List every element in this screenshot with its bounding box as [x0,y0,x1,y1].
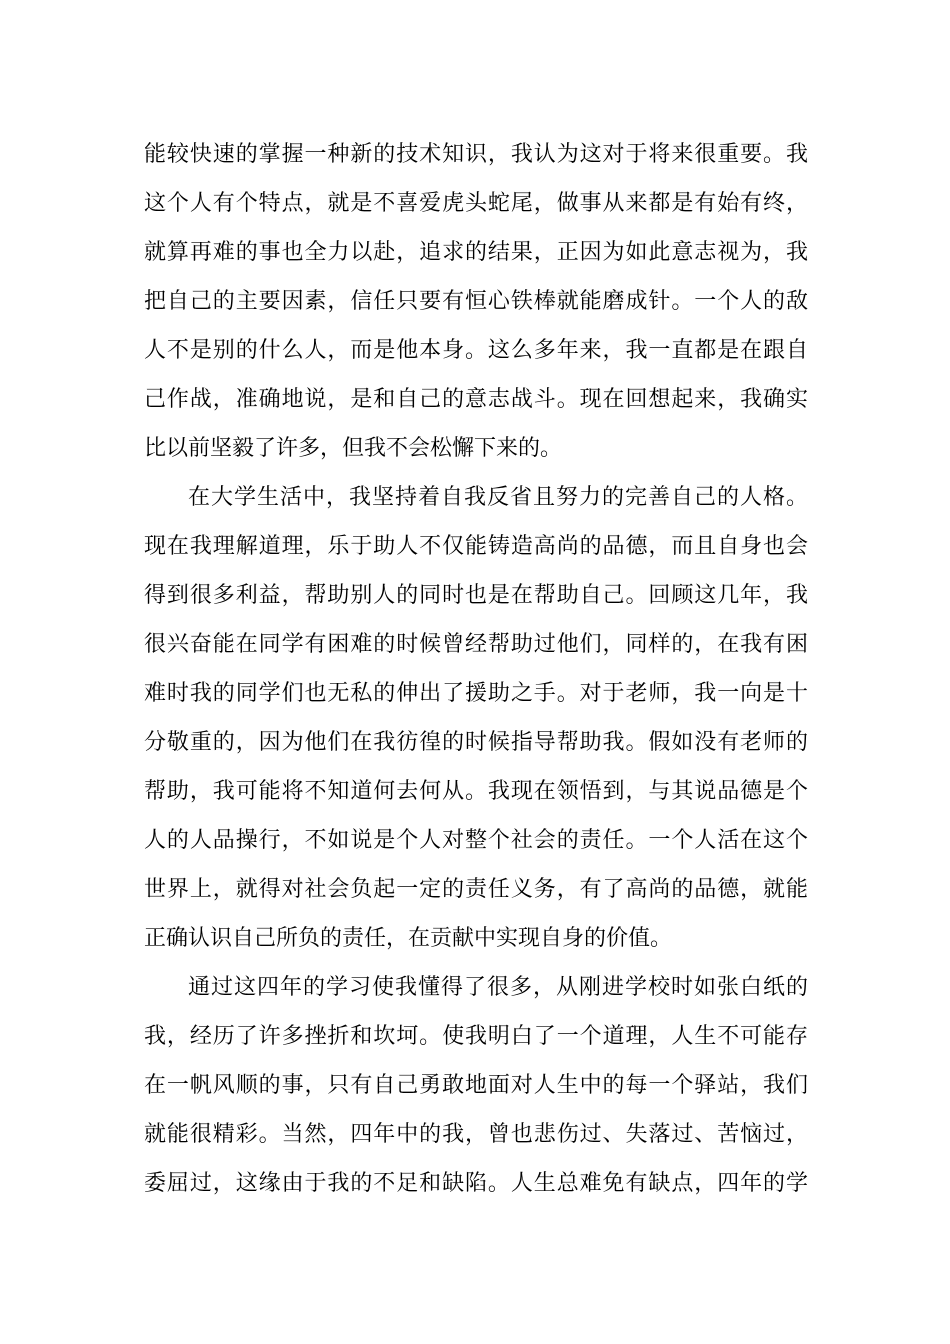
text-line: 己作战，准确地说，是和自己的意志战斗。现在回想起来，我确实 [144,387,808,412]
text-line: 比以前坚毅了许多，但我不会松懈下来的。 [144,436,563,461]
text-line: 帮助，我可能将不知道何去何从。我现在领悟到，与其说品德是个 [144,779,808,804]
text-line: 这个人有个特点，就是不喜爱虎头蛇尾，做事从来都是有始有终， [144,191,808,216]
text-line: 分敬重的，因为他们在我彷徨的时候指导帮助我。假如没有老师的 [144,730,808,755]
paragraph-first-line: 在大学生活中，我坚持着自我反省且努力的完善自己的人格。 [188,485,808,510]
paragraph-first-line: 通过这四年的学习使我懂得了很多，从刚进学校时如张白纸的 [188,975,808,1000]
text-line: 正确认识自己所负的责任，在贡献中实现自身的价值。 [144,926,673,951]
text-line: 难时我的同学们也无私的伸出了援助之手。对于老师，我一向是十 [144,681,808,706]
text-line: 我，经历了许多挫折和坎坷。使我明白了一个道理，人生不可能存 [144,1024,808,1049]
text-line: 委屈过，这缘由于我的不足和缺陷。人生总难免有缺点，四年的学 [144,1171,808,1196]
text-line: 把自己的主要因素，信任只要有恒心铁棒就能磨成针。一个人的敌 [144,289,808,314]
text-line: 就算再难的事也全力以赴，追求的结果，正因为如此意志视为，我 [144,240,808,265]
text-line: 现在我理解道理，乐于助人不仅能铸造高尚的品德，而且自身也会 [144,534,808,559]
text-line: 人的人品操行，不如说是个人对整个社会的责任。一个人活在这个 [144,828,808,853]
text-line: 在一帆风顺的事，只有自己勇敢地面对人生中的每一个驿站，我们 [144,1073,808,1098]
text-line: 能较快速的掌握一种新的技术知识，我认为这对于将来很重要。我 [144,142,808,167]
text-line: 得到很多利益，帮助别人的同时也是在帮助自己。回顾这几年，我 [144,583,808,608]
text-line: 就能很精彩。当然，四年中的我，曾也悲伤过、失落过、苦恼过， [144,1122,808,1147]
text-line: 世界上，就得对社会负起一定的责任义务，有了高尚的品德，就能 [144,877,808,902]
text-line: 很兴奋能在同学有困难的时候曾经帮助过他们，同样的，在我有困 [144,632,808,657]
body-text [144,130,808,1208]
text-line: 人不是别的什么人，而是他本身。这么多年来，我一直都是在跟自 [144,338,808,363]
